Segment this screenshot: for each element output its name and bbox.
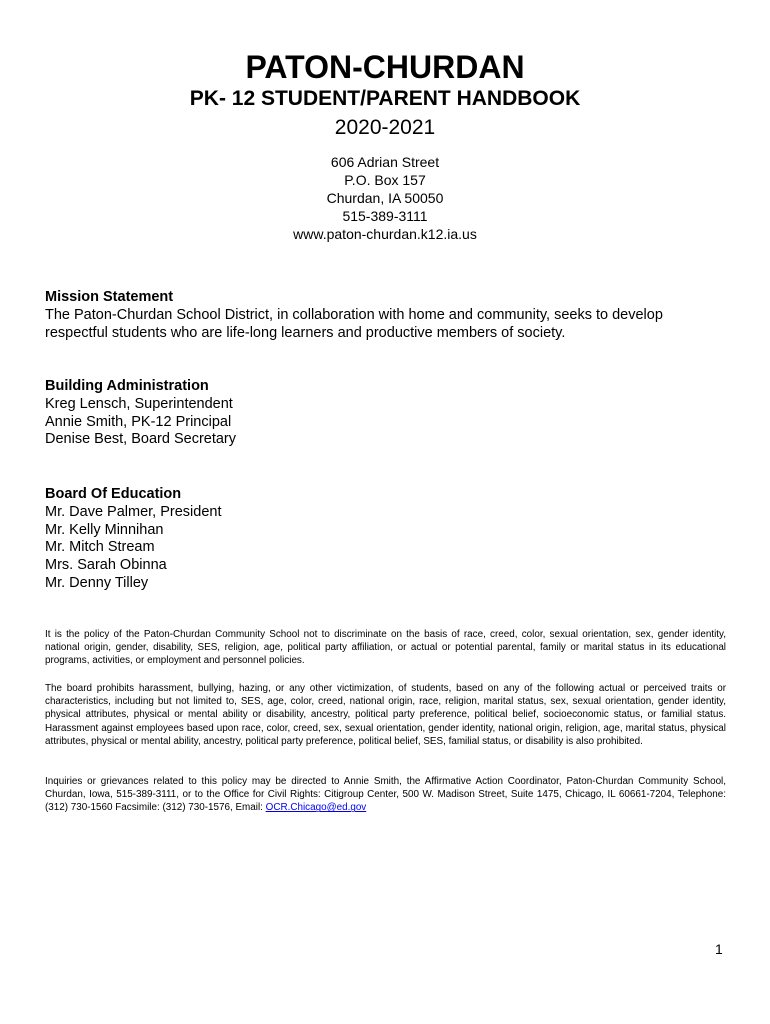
ocr-email-link[interactable]: OCR.Chicago@ed.gov xyxy=(265,802,367,814)
school-year: 2020-2021 xyxy=(334,116,436,139)
board-member: Mrs. Sarah Obinna xyxy=(45,557,167,574)
board-member: Mr. Mitch Stream xyxy=(45,539,155,556)
administration-section xyxy=(45,378,725,449)
board-member: Mr. Denny Tilley xyxy=(45,574,149,591)
website: www.paton-churdan.k12.ia.us xyxy=(293,226,477,242)
board-heading: Board Of Education xyxy=(45,486,182,502)
admin-member: Kreg Lensch, Superintendent xyxy=(45,395,233,412)
po-box: P.O. Box 157 xyxy=(344,172,426,188)
city-state-zip: Churdan, IA 50050 xyxy=(326,190,444,206)
administration-heading: Building Administration xyxy=(45,378,209,394)
phone-number: 515-389-3111 xyxy=(342,208,428,224)
mission-heading: Mission Statement xyxy=(45,289,174,305)
document-subtitle: PK- 12 STUDENT/PARENT HANDBOOK xyxy=(189,87,581,110)
nondiscrimination-policy: It is the policy of the Paton-Churdan Community School not to discriminate on the basis of race, creed, color, sexual orientation, sex, gender identity, national origin, gender, disability, SES, religion, age, political party affiliation, or actual or potential parental, family or marital status in its educational programs, activities, or employment and personnel policies. xyxy=(45,629,726,667)
board-member: Mr. Dave Palmer, President xyxy=(45,503,222,520)
mission-section xyxy=(45,289,725,342)
street-address: 606 Adrian Street xyxy=(330,154,440,170)
document-title: PATON-CHURDAN xyxy=(245,49,525,85)
board-member: Mr. Kelly Minnihan xyxy=(45,521,164,538)
grievance-policy xyxy=(45,775,726,815)
mission-text: The Paton-Churdan School District, in collaboration with home and community, seeks to develop respectful students who are life-long learners and productive members of society. xyxy=(45,306,663,341)
admin-member: Annie Smith, PK-12 Principal xyxy=(45,413,232,430)
address-block xyxy=(0,153,770,243)
page-number: 1 xyxy=(715,941,723,957)
grievance-text: Inquiries or grievances related to this policy may be directed to Annie Smith, the Affirmative Action Coordinator, Paton-Churdan Community School, Churdan, Iowa, 515-389-3111, or to the Office for Civil Rights: Citigroup Center, 500 W. Madison Street, Suite 1475, Chicago, IL 60661-7204, Telephone: (312) 730-1560 Facsimile: (312) 730-1576, Email: xyxy=(45,776,726,814)
admin-member: Denise Best, Board Secretary xyxy=(45,431,237,448)
board-section xyxy=(45,486,725,593)
harassment-policy: The board prohibits harassment, bullying, hazing, or any other victimization, of students, based on any of the following actual or perceived traits or characteristics, including but not limited to, SES, age, color, creed, national origin, race, religion, marital status, sex, sexual orientation, gender identity, physical attributes, physical or mental ability or disability, ancestry, political party preference, political belief, socioeconomic status, or familial status. Harassment against employees based upon race, color, creed, sex, sexual orientation, gender identity, national origin, religion, age, marital status, physical attributes, physical or mental ability, ancestry, political party preference, political belief, SES, familial status, or disability is also prohibited. xyxy=(45,683,726,747)
